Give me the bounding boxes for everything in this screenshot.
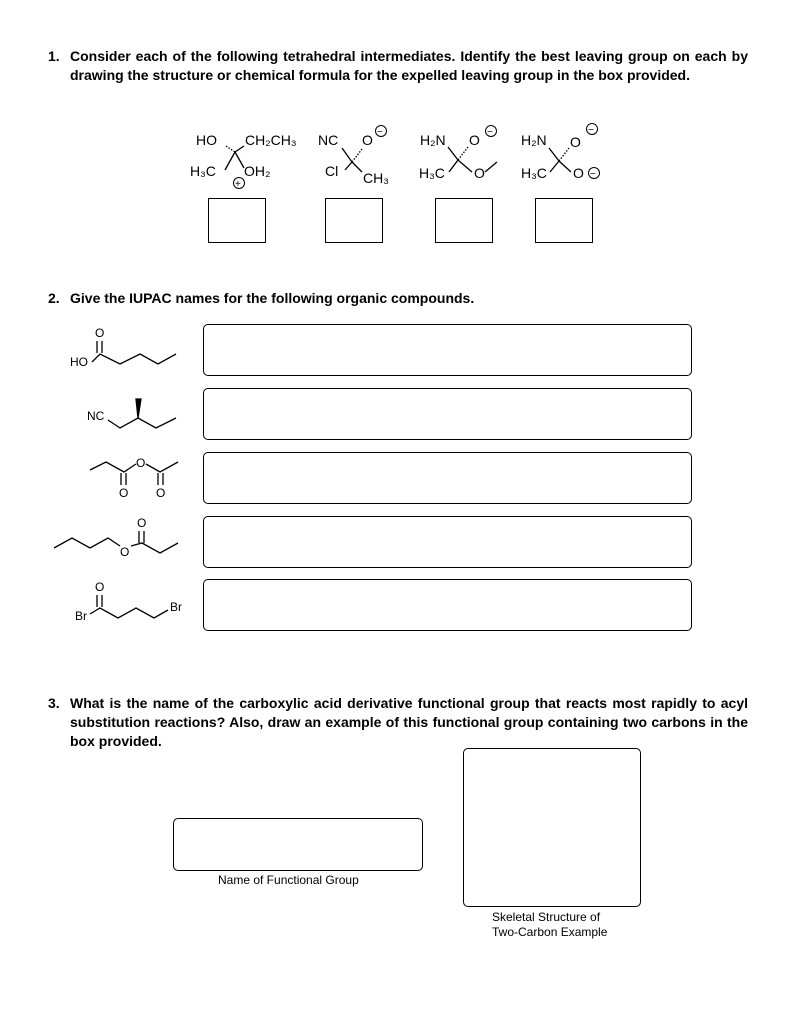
s3-top-right-label: O — [469, 132, 480, 148]
s1-hash-bond — [226, 146, 235, 152]
q1-structure-2 — [318, 126, 389, 187]
s3-bond-o — [458, 160, 472, 172]
q1-structure-1 — [190, 132, 297, 190]
s2-bottom-left-label: Cl — [325, 163, 339, 179]
c1-chain — [92, 354, 176, 364]
c2-chain — [108, 418, 176, 428]
c5-chain — [90, 608, 168, 618]
q1-answer-box-3[interactable] — [435, 198, 493, 243]
s1-wedge-bond — [235, 146, 244, 152]
s4-hash-bond — [559, 148, 569, 161]
c5-alkyl-br: Br — [170, 600, 182, 614]
c4-carbonyl-o: O — [137, 516, 147, 530]
c1-carbonyl-o: O — [95, 326, 105, 340]
q2-compound-4 — [54, 516, 178, 559]
q3-structure-caption-2: Two-Carbon Example — [492, 925, 608, 939]
s3-hash-bond — [458, 147, 468, 160]
c4-acyl-chain — [131, 543, 178, 553]
q3-name-caption: Name of Functional Group — [218, 873, 359, 887]
s4-bottom-right-label: O — [573, 165, 584, 181]
s3-bottom-left-label: H₃C — [419, 165, 445, 181]
s3-bond-ch3 — [449, 160, 458, 172]
q2-compound-1 — [70, 326, 176, 369]
s3-bond-n — [448, 147, 458, 160]
s4-charge-bottom: − — [590, 169, 596, 180]
q1-answer-box-4[interactable] — [535, 198, 593, 243]
s2-hash-bond — [352, 149, 362, 162]
s3-bottom-right-label: O — [474, 165, 485, 181]
question-3-number: 3. — [48, 695, 60, 711]
c3-carbonyl-o-right: O — [156, 486, 166, 500]
q2-compound-2 — [87, 399, 176, 428]
c4-ester-o: O — [120, 545, 130, 559]
s4-top-left-label: H₂N — [521, 132, 547, 148]
s2-bottom-right-label: CH₃ — [363, 170, 389, 186]
c3-bridge-o: O — [136, 456, 146, 470]
s2-charge: − — [377, 127, 383, 138]
s4-top-right-label: O — [570, 134, 581, 150]
q2-compound-3 — [90, 456, 178, 500]
s4-bottom-left-label: H₃C — [521, 165, 547, 181]
s2-bond-nc — [342, 148, 352, 162]
s4-charge-top: − — [588, 125, 594, 136]
c3-right-chain — [146, 462, 178, 472]
question-1-text: Consider each of the following tetrahedral intermediates. Identify the best leaving group on each by drawing the structure or chemical formula for the expelled leaving group in the box provided. — [70, 48, 748, 83]
c2-wedge — [136, 399, 141, 418]
s2-top-left-label: NC — [318, 132, 339, 148]
c5-carbonyl-o: O — [95, 580, 105, 594]
q3-structure-box[interactable] — [463, 748, 641, 907]
q1-structure-4 — [521, 124, 600, 182]
s4-bond-ch3 — [550, 161, 559, 172]
q3-name-box[interactable] — [173, 818, 423, 871]
s1-bond-right — [235, 152, 244, 168]
question-2-number: 2. — [48, 290, 60, 306]
q1-structure-3 — [419, 126, 497, 182]
c4-alkyl-chain — [54, 538, 120, 548]
s1-bond-left — [225, 152, 235, 170]
c3-left-chain — [90, 462, 136, 472]
q3-structure-caption-1: Skeletal Structure of — [492, 910, 601, 924]
s1-bottom-left-label: H₃C — [190, 163, 216, 179]
s1-bottom-right-label: OH₂ — [244, 163, 271, 179]
q2-answer-box-2[interactable] — [203, 388, 692, 440]
q2-answer-box-1[interactable] — [203, 324, 692, 376]
c2-nitrile: NC — [87, 409, 105, 423]
s2-bond-ch3 — [352, 162, 362, 172]
question-3-text: What is the name of the carboxylic acid derivative functional group that reacts most rapidly to acyl substitution reactions? Also, draw an example of this functional group containing two carbons in the box provided. — [70, 695, 748, 749]
q2-answer-box-5[interactable] — [203, 579, 692, 631]
q2-compound-5 — [75, 580, 182, 623]
s3-bond-methyl — [485, 162, 497, 172]
q1-answer-box-2[interactable] — [325, 198, 383, 243]
s1-top-left-label: HO — [196, 132, 217, 148]
s2-top-right-label: O — [362, 132, 373, 148]
c5-acyl-br: Br — [75, 609, 87, 623]
s1-charge: + — [235, 179, 241, 190]
s3-charge: − — [487, 127, 493, 138]
c1-hydroxyl: HO — [70, 355, 88, 369]
s2-bond-cl — [345, 162, 352, 170]
s1-top-right-label: CH₂CH₃ — [245, 132, 297, 148]
s4-bond-o — [559, 161, 571, 172]
c3-carbonyl-o-left: O — [119, 486, 129, 500]
s4-bond-n — [549, 148, 559, 161]
s3-top-left-label: H₂N — [420, 132, 446, 148]
q2-answer-box-4[interactable] — [203, 516, 692, 568]
question-2-text: Give the IUPAC names for the following organic compounds. — [70, 290, 475, 306]
q2-answer-box-3[interactable] — [203, 452, 692, 504]
question-1-number: 1. — [48, 48, 60, 64]
q1-answer-box-1[interactable] — [208, 198, 266, 243]
